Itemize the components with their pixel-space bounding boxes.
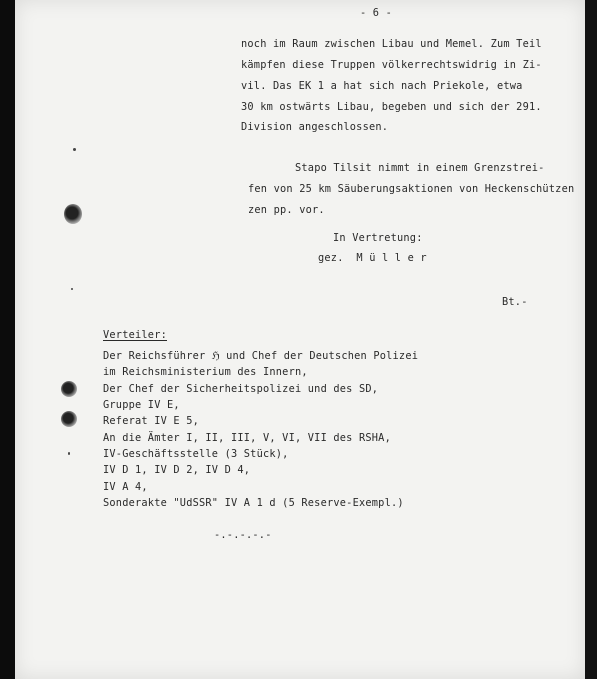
distribution-line: im Reichsministerium des Innern,	[103, 366, 308, 378]
distribution-line: Referat IV E 5,	[103, 415, 199, 427]
body-line: 30 km ostwärts Libau, begeben und sich der 291.	[241, 101, 542, 113]
body-line: Stapo Tilsit nimmt in einem Grenzstrei-	[295, 162, 545, 174]
punch-hole-bottom	[61, 411, 77, 427]
distribution-heading: Verteiler:	[103, 329, 167, 341]
distribution-line: An die Ämter I, II, III, V, VI, VII des RSHA,	[103, 432, 391, 444]
distribution-line: IV A 4,	[103, 481, 148, 493]
distribution-line: Der Chef der Sicherheitspolizei und des SD,	[103, 383, 379, 395]
signature-name: gez. M ü l l e r	[318, 252, 427, 264]
scan-speck	[68, 452, 70, 455]
body-line: vil. Das EK 1 a hat sich nach Priekole, etwa	[241, 80, 523, 92]
body-line: zen pp. vor.	[248, 204, 325, 216]
punch-hole-top	[64, 204, 82, 224]
scan-left-border	[0, 0, 15, 679]
distribution-line: Sonderakte "UdSSR" IV A 1 d (5 Reserve-Exempl.)	[103, 497, 404, 509]
distribution-line: IV D 1, IV D 2, IV D 4,	[103, 464, 251, 476]
distribution-line: Der Reichsführer ℌ und Chef der Deutschen Polizei	[103, 350, 419, 362]
page-number: - 6 -	[360, 7, 392, 19]
distribution-line: Gruppe IV E,	[103, 399, 180, 411]
signature-in-vertretung: In Vertretung:	[333, 232, 423, 244]
punch-hole-middle	[61, 381, 77, 397]
scan-right-border	[585, 0, 597, 679]
body-line: noch im Raum zwischen Libau und Memel. Zum Teil	[241, 38, 542, 50]
typist-initials: Bt.-	[502, 296, 528, 308]
closing-mark: -.-.-.-.-	[214, 529, 272, 541]
body-line: kämpfen diese Truppen völkerrechtswidrig in Zi-	[241, 59, 542, 71]
scan-speck	[73, 148, 76, 151]
body-line: fen von 25 km Säuberungsaktionen von Heckenschützen	[248, 183, 575, 195]
distribution-line: IV-Geschäftsstelle (3 Stück),	[103, 448, 289, 460]
scan-speck	[71, 288, 73, 290]
body-line: Division angeschlossen.	[241, 121, 389, 133]
